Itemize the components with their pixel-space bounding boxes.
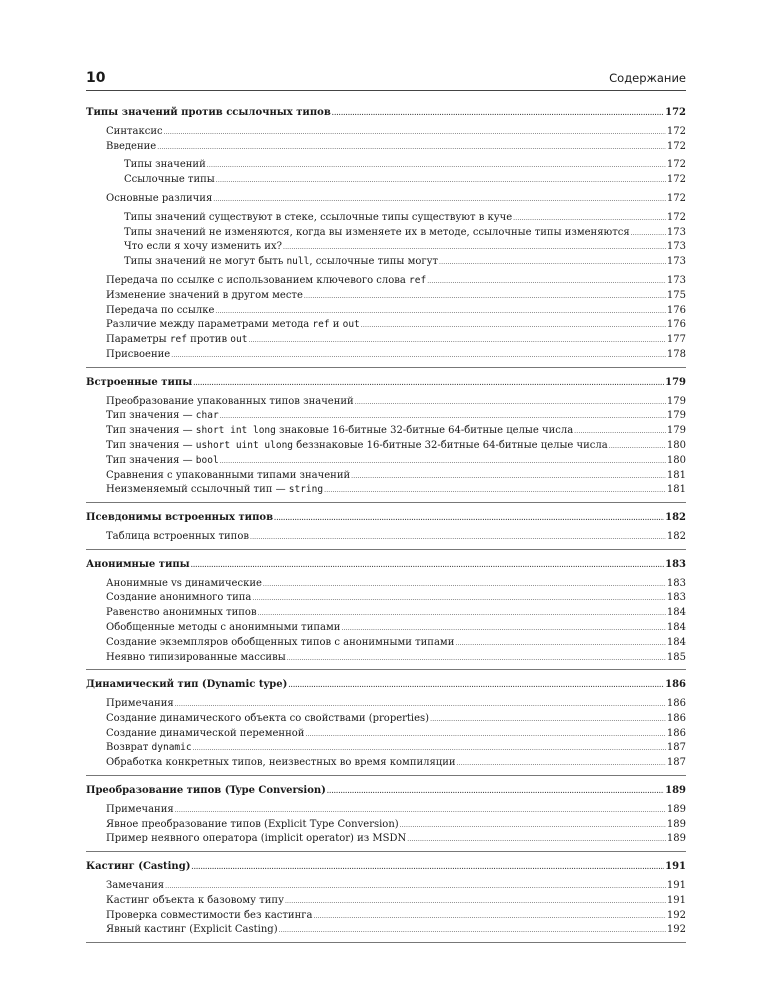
- toc-page-number: 172: [666, 192, 686, 204]
- toc-entry[interactable]: [86, 211, 686, 226]
- toc-section: [86, 376, 686, 503]
- entry-text: и: [329, 319, 343, 331]
- toc-page-number: 184: [666, 636, 686, 648]
- toc-entry-title: [124, 211, 512, 226]
- dot-leader: [157, 143, 666, 153]
- entry-text: Типы значений не изменяются, когда вы изменяете их в методе, ссылочные типы изменяются: [124, 226, 630, 238]
- toc-entry-title: [106, 832, 406, 847]
- entry-text: Сравнения с упакованными типами значений: [106, 469, 351, 481]
- toc-page-number: 172: [666, 211, 686, 223]
- dot-leader: [455, 639, 666, 649]
- toc-page-number: 173: [666, 226, 686, 238]
- table-of-contents: [86, 106, 686, 951]
- toc-page-number: 183: [666, 592, 686, 604]
- dot-leader: [164, 128, 666, 138]
- dot-leader: [175, 806, 666, 816]
- toc-entry-title: [124, 226, 630, 241]
- toc-section: [86, 784, 686, 852]
- toc-entry[interactable]: [86, 606, 686, 621]
- toc-page-number: 186: [665, 679, 686, 691]
- toc-entry[interactable]: [86, 333, 686, 348]
- toc-entry[interactable]: [86, 318, 686, 333]
- toc-page-number: 184: [666, 621, 686, 633]
- toc-entry-title: [124, 173, 215, 188]
- dot-leader: [248, 336, 665, 346]
- toc-page-number: 183: [665, 558, 686, 570]
- dot-leader: [361, 321, 666, 331]
- toc-page-number: 182: [665, 512, 686, 524]
- entry-text: Создание экземпляров обобщенных типов с анонимными типами: [106, 636, 455, 648]
- entry-text: Проверка совместимости без кастинга: [106, 909, 313, 921]
- entry-text: Параметры: [106, 334, 170, 346]
- toc-page-number: 180: [666, 439, 686, 451]
- toc-entry-title: [106, 125, 163, 140]
- toc-entry-title: [124, 255, 438, 270]
- entry-text: Ссылочные типы: [124, 174, 215, 186]
- toc-entry[interactable]: [86, 439, 686, 454]
- toc-entry[interactable]: [86, 591, 686, 606]
- toc-entry[interactable]: [86, 409, 686, 424]
- toc-entry[interactable]: [86, 304, 686, 319]
- dot-leader: [252, 594, 666, 604]
- code-text: ref: [312, 319, 330, 331]
- toc-page-number: 183: [666, 577, 686, 589]
- toc-entry-title: [106, 636, 454, 651]
- toc-section: [86, 511, 686, 550]
- toc-section-heading[interactable]: [86, 376, 686, 391]
- page-number: 10: [86, 70, 106, 86]
- code-text: out: [342, 319, 360, 331]
- dot-leader: [250, 533, 666, 543]
- dot-leader: [279, 926, 666, 936]
- toc-section-heading[interactable]: [86, 106, 686, 121]
- toc-entry-title: [106, 439, 608, 454]
- toc-section-heading[interactable]: [86, 558, 686, 573]
- entry-text: Создание динамической переменной: [106, 727, 305, 739]
- toc-page-number: 192: [666, 909, 686, 921]
- toc-section-title: Типы значений против ссылочных типов: [86, 107, 331, 118]
- entry-text: Тип значения —: [106, 439, 196, 451]
- toc-section: [86, 860, 686, 943]
- toc-entry[interactable]: [86, 621, 686, 636]
- entry-text: Тип значения —: [106, 425, 196, 437]
- code-text: ushort uint ulong: [195, 439, 294, 451]
- entry-text: Изменение значений в другом месте: [106, 289, 303, 301]
- toc-entry[interactable]: [86, 909, 686, 924]
- toc-section: [86, 678, 686, 776]
- dot-leader: [215, 307, 666, 317]
- dot-leader: [324, 486, 666, 496]
- toc-entry[interactable]: [86, 454, 686, 469]
- toc-page-number: 178: [666, 348, 686, 360]
- entry-text: Типы значений существуют в стеке, ссылочные типы существуют в куче: [124, 211, 513, 223]
- dot-leader: [355, 398, 666, 408]
- toc-section-title: Преобразование типов (Type Conversion): [86, 785, 326, 797]
- dot-leader: [263, 580, 666, 590]
- dot-leader: [288, 681, 664, 691]
- entry-text: Различие между параметрами метода: [106, 319, 313, 331]
- entry-text: Явное преобразование типов (Explicit Type Conversion): [106, 818, 399, 830]
- entry-text: Неизменяемый ссылочный тип —: [106, 484, 289, 496]
- toc-entry[interactable]: [86, 530, 686, 545]
- dot-leader: [400, 821, 666, 831]
- toc-page-number: 179: [666, 425, 686, 437]
- code-text: bool: [195, 454, 219, 466]
- toc-entry-title: [106, 697, 174, 712]
- dot-leader: [341, 624, 665, 634]
- toc-page-number: 191: [665, 861, 686, 873]
- toc-page-number: 191: [666, 894, 686, 906]
- toc-entry[interactable]: [86, 651, 686, 666]
- dot-leader: [305, 730, 665, 740]
- dot-leader: [165, 882, 666, 892]
- dot-leader: [609, 442, 666, 452]
- toc-entry-title: [106, 289, 303, 304]
- toc-section-title: Псевдонимы встроенных типов: [86, 512, 274, 524]
- toc-entry[interactable]: [86, 483, 686, 498]
- dot-leader: [171, 351, 666, 361]
- entry-text: Типы значений не могут быть: [124, 256, 287, 268]
- toc-entry[interactable]: [86, 923, 686, 938]
- entry-text: Передача по ссылке: [106, 304, 215, 316]
- toc-entry[interactable]: [86, 818, 686, 833]
- toc-page-number: 189: [666, 833, 686, 845]
- toc-entry[interactable]: [86, 289, 686, 304]
- toc-entry-title: [106, 803, 174, 818]
- entry-text: знаковые 16-битные 32-битные 64-битные целые числа: [275, 425, 574, 437]
- toc-page-number: 173: [666, 241, 686, 253]
- entry-text: Таблица встроенных типов: [106, 530, 249, 542]
- dot-leader: [574, 427, 666, 437]
- toc-entry-title: [106, 395, 354, 410]
- toc-entry[interactable]: [86, 803, 686, 818]
- toc-entry[interactable]: [86, 226, 686, 241]
- entry-text: Создание динамического объекта со свойствами (properties): [106, 712, 430, 724]
- toc-entry[interactable]: [86, 348, 686, 363]
- toc-entry[interactable]: [86, 727, 686, 742]
- toc-entry[interactable]: [86, 395, 686, 410]
- toc-section: [86, 558, 686, 671]
- toc-entry[interactable]: [86, 577, 686, 592]
- dot-leader: [191, 863, 664, 873]
- toc-entry[interactable]: [86, 158, 686, 173]
- toc-page-number: 185: [666, 651, 686, 663]
- dot-leader: [220, 457, 666, 467]
- toc-page-number: 177: [666, 334, 686, 346]
- toc-entry-title: [106, 483, 323, 498]
- dot-leader: [193, 379, 664, 389]
- toc-entry-title: [106, 409, 219, 424]
- entry-text: Анонимные vs динамические: [106, 577, 262, 589]
- dot-leader: [175, 700, 666, 710]
- toc-entry-title: [106, 606, 257, 621]
- toc-entry-title: [106, 333, 247, 348]
- entry-text: Синтаксис: [106, 125, 163, 137]
- toc-page-number: 180: [666, 454, 686, 466]
- dot-leader: [457, 759, 666, 769]
- toc-entry-title: [106, 318, 360, 333]
- toc-section-title: Встроенные типы: [86, 376, 193, 388]
- code-text: null: [286, 256, 310, 268]
- toc-page-number: 173: [666, 274, 686, 286]
- dot-leader: [351, 472, 666, 482]
- toc-entry-title: [106, 879, 164, 894]
- toc-page-number: 182: [666, 530, 686, 542]
- toc-page-number: 192: [666, 924, 686, 936]
- toc-section-title: Анонимные типы: [86, 558, 190, 570]
- entry-text: Неявно типизированные массивы: [106, 651, 286, 663]
- toc-entry-title: [106, 454, 219, 469]
- toc-entry-title: [106, 712, 429, 727]
- toc-entry[interactable]: [86, 255, 686, 270]
- entry-text: Кастинг объекта к базовому типу: [106, 894, 284, 906]
- entry-text: беззнаковые 16-битные 32-битные 64-битные целые числа: [293, 439, 608, 451]
- dot-leader: [327, 787, 664, 797]
- toc-entry[interactable]: [86, 140, 686, 155]
- dot-leader: [332, 109, 664, 119]
- dot-leader: [304, 292, 666, 302]
- toc-entry[interactable]: [86, 636, 686, 651]
- dot-leader: [216, 176, 666, 186]
- toc-section-title: Кастинг (Casting): [86, 861, 191, 873]
- code-text: ref: [409, 274, 427, 286]
- entry-text: Что если я хочу изменить их?: [124, 241, 282, 253]
- toc-entry[interactable]: [86, 240, 686, 255]
- entry-text: Основные различия: [106, 192, 213, 204]
- dot-leader: [427, 277, 666, 287]
- toc-entry[interactable]: [86, 879, 686, 894]
- toc-entry[interactable]: [86, 192, 686, 207]
- toc-page-number: 189: [666, 818, 686, 830]
- toc-page-number: 181: [666, 484, 686, 496]
- toc-entry-title: [106, 591, 251, 606]
- dot-leader: [220, 412, 666, 422]
- toc-entry[interactable]: [86, 125, 686, 140]
- code-text: ref: [169, 334, 187, 346]
- entry-text: Обобщенные методы с анонимными типами: [106, 621, 341, 633]
- toc-page-number: 186: [666, 727, 686, 739]
- entry-text: Создание анонимного типа: [106, 592, 252, 604]
- toc-page-number: 172: [665, 107, 686, 118]
- code-text: string: [288, 484, 324, 496]
- dot-leader: [407, 835, 666, 845]
- dot-leader: [513, 214, 666, 224]
- code-text: char: [195, 410, 219, 422]
- toc-page-number: 187: [666, 757, 686, 769]
- entry-text: Введение: [106, 140, 157, 152]
- code-text: dynamic: [151, 742, 192, 754]
- toc-entry[interactable]: [86, 697, 686, 712]
- toc-entry-title: [106, 424, 573, 439]
- toc-entry-title: [106, 577, 262, 592]
- toc-page-number: 172: [666, 159, 686, 171]
- dot-leader: [274, 514, 664, 524]
- dot-leader: [207, 161, 666, 171]
- toc-entry-title: [106, 818, 399, 833]
- toc-entry[interactable]: [86, 173, 686, 188]
- toc-page-number: 179: [666, 410, 686, 422]
- toc-section-title: Динамический тип (Dynamic type): [86, 679, 288, 691]
- toc-section-heading[interactable]: [86, 784, 686, 799]
- toc-entry-title: [124, 158, 206, 173]
- toc-entry-title: [106, 469, 350, 484]
- toc-entry-title: [106, 909, 312, 924]
- toc-entry-title: [106, 192, 212, 207]
- dot-leader: [439, 258, 666, 268]
- dot-leader: [283, 243, 666, 253]
- entry-text: Присвоение: [106, 348, 171, 360]
- entry-text: Возврат: [106, 742, 152, 754]
- toc-section: [86, 106, 686, 368]
- toc-page-number: 176: [666, 304, 686, 316]
- dot-leader: [430, 715, 666, 725]
- page-header: [86, 68, 686, 91]
- toc-entry[interactable]: [86, 832, 686, 847]
- entry-text: против: [187, 334, 231, 346]
- toc-entry[interactable]: [86, 424, 686, 439]
- toc-entry-title: [106, 348, 170, 363]
- toc-entry-title: [106, 741, 192, 756]
- code-text: out: [230, 334, 248, 346]
- entry-text: Тип значения —: [106, 454, 196, 466]
- entry-text: Передача по ссылке с использованием ключевого слова: [106, 274, 410, 286]
- toc-entry[interactable]: [86, 712, 686, 727]
- entry-text: Примечания: [106, 803, 174, 815]
- toc-entry-title: [106, 727, 304, 742]
- entry-text: Обработка конкретных типов, неизвестных во время компиляции: [106, 757, 456, 769]
- entry-text: Равенство анонимных типов: [106, 607, 257, 619]
- toc-entry-title: [106, 756, 456, 771]
- entry-text: Типы значений: [124, 159, 206, 171]
- toc-entry[interactable]: [86, 469, 686, 484]
- toc-page-number: 172: [666, 125, 686, 137]
- toc-entry-title: [106, 621, 340, 636]
- dot-leader: [631, 229, 666, 239]
- dot-leader: [193, 744, 666, 754]
- toc-entry-title: [106, 140, 156, 155]
- toc-page-number: 189: [665, 785, 686, 797]
- entry-text: Преобразование упакованных типов значений: [106, 395, 354, 407]
- toc-entry[interactable]: [86, 741, 686, 756]
- toc-section-heading[interactable]: [86, 860, 686, 875]
- toc-page-number: 172: [666, 140, 686, 152]
- running-title: Содержание: [609, 71, 686, 85]
- toc-page-number: 175: [666, 289, 686, 301]
- toc-page-number: 173: [666, 256, 686, 268]
- toc-page-number: 189: [666, 803, 686, 815]
- toc-page-number: 179: [665, 376, 686, 388]
- dot-leader: [213, 195, 666, 205]
- dot-leader: [313, 912, 665, 922]
- toc-entry[interactable]: [86, 894, 686, 909]
- dot-leader: [285, 897, 666, 907]
- toc-entry-title: [106, 894, 284, 909]
- entry-text: Тип значения —: [106, 410, 196, 422]
- toc-entry[interactable]: [86, 274, 686, 289]
- toc-page-number: 181: [666, 469, 686, 481]
- toc-entry-title: [124, 240, 282, 255]
- entry-text: , ссылочные типы могут: [309, 256, 439, 268]
- dot-leader: [287, 654, 666, 664]
- dot-leader: [191, 561, 664, 571]
- toc-entry-title: [106, 651, 286, 666]
- entry-text: Замечания: [106, 880, 165, 892]
- toc-page-number: 184: [666, 607, 686, 619]
- toc-entry-title: [106, 274, 426, 289]
- entry-text: Примечания: [106, 698, 174, 710]
- entry-text: Явный кастинг (Explicit Casting): [106, 924, 278, 936]
- toc-entry-title: [106, 923, 278, 938]
- toc-entry-title: [106, 530, 249, 545]
- toc-entry[interactable]: [86, 756, 686, 771]
- toc-page-number: 172: [666, 174, 686, 186]
- toc-page-number: 186: [666, 698, 686, 710]
- toc-page-number: 179: [666, 395, 686, 407]
- toc-page-number: 186: [666, 712, 686, 724]
- toc-section-heading[interactable]: [86, 511, 686, 526]
- dot-leader: [258, 609, 666, 619]
- code-text: short int long: [195, 425, 276, 437]
- toc-page-number: 191: [666, 880, 686, 892]
- toc-entry-title: [106, 304, 214, 319]
- toc-page-number: 176: [666, 319, 686, 331]
- toc-page-number: 187: [666, 742, 686, 754]
- toc-section-heading[interactable]: [86, 678, 686, 693]
- entry-text: Пример неявного оператора (implicit operator) из MSDN: [106, 833, 407, 845]
